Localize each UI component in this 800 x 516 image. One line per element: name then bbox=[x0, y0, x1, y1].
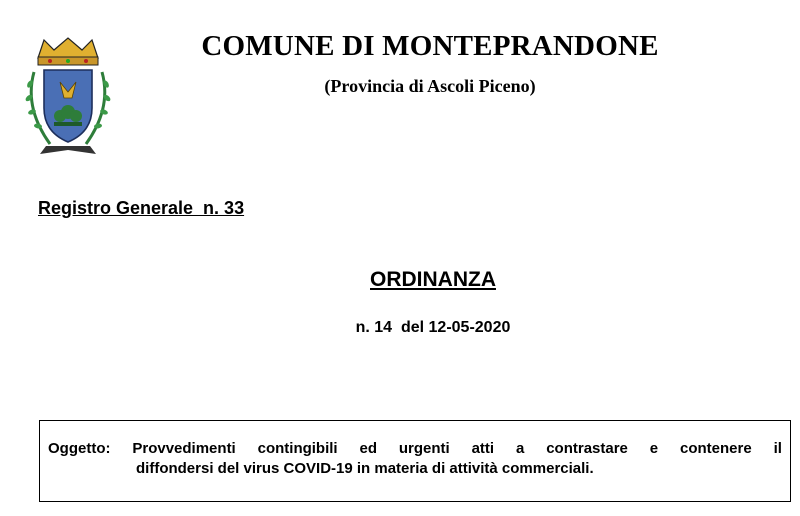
coat-of-arms-icon bbox=[20, 36, 116, 160]
province-name: (Provincia di Ascoli Piceno) bbox=[324, 76, 536, 96]
subject-word: Provvedimenti bbox=[132, 440, 236, 457]
subject-word: urgenti bbox=[398, 440, 450, 457]
municipality-name: COMUNE DI MONTEPRANDONE bbox=[201, 30, 659, 62]
subject-word: il bbox=[773, 440, 782, 457]
subject-word: a bbox=[515, 440, 525, 457]
document-title: ORDINANZA bbox=[370, 268, 496, 291]
subject-line-2: diffondersi del virus COVID-19 in materia di attività commerciali. bbox=[136, 460, 594, 477]
subject-word: contrastare bbox=[546, 440, 628, 457]
subject-word: contingibili bbox=[257, 440, 338, 457]
subject-line-1 bbox=[48, 439, 782, 459]
general-registry-number: Registro Generale n. 33 bbox=[38, 198, 245, 218]
subject-word: atti bbox=[471, 440, 495, 457]
subject-word: e bbox=[649, 440, 659, 457]
subject-box bbox=[39, 420, 791, 502]
subject-word: Oggetto: bbox=[48, 440, 111, 457]
subject-word: contenere bbox=[679, 440, 752, 457]
ordinance-number-date: n. 14 del 12-05-2020 bbox=[355, 319, 511, 336]
subject-word: ed bbox=[359, 440, 377, 457]
